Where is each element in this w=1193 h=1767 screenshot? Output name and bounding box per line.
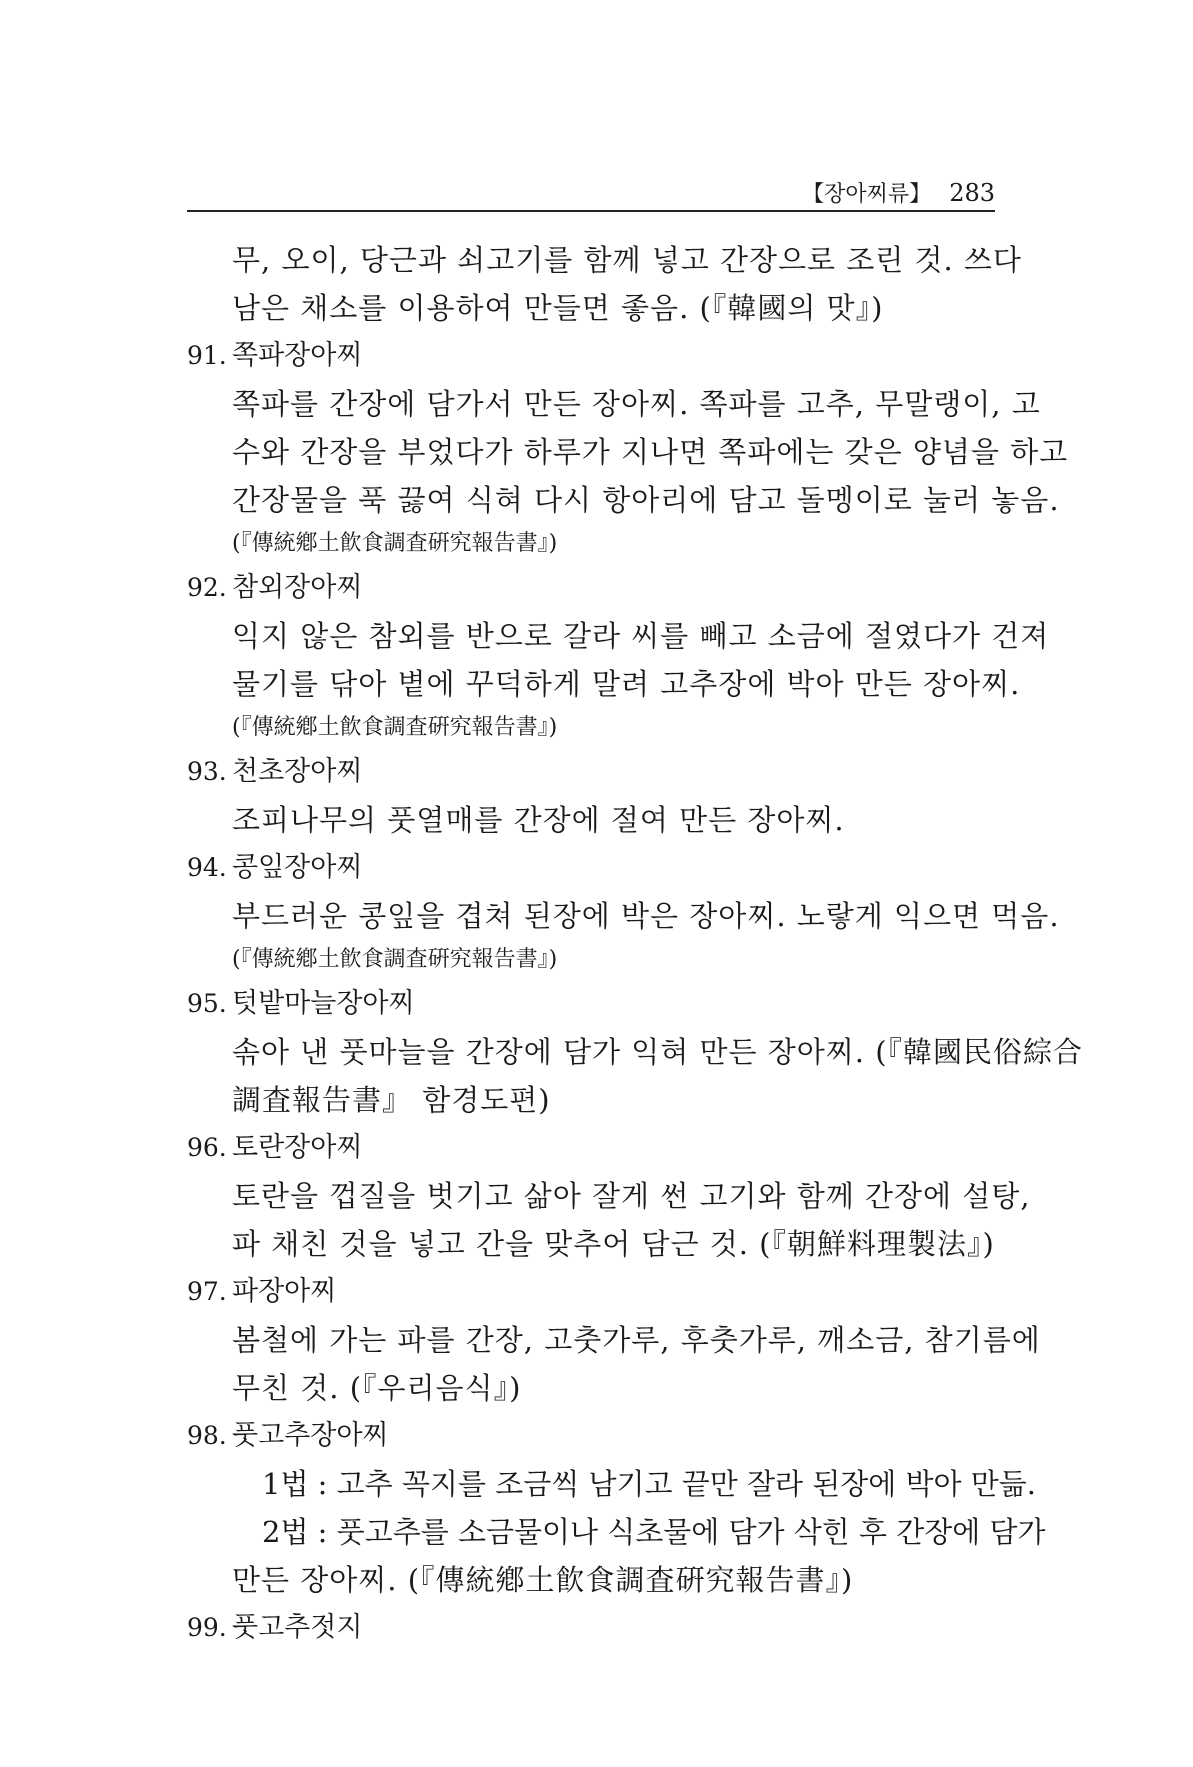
body-line: 수와 간장을 부었다가 하루가 지나면 쪽파에는 갖은 양념을 하고	[232, 435, 1069, 469]
body-line: 조피나무의 풋열매를 간장에 절여 만든 장아찌.	[232, 803, 845, 837]
page-content	[187, 236, 1084, 1652]
entry-number: 95.	[187, 989, 227, 1018]
body-line: 무친 것. (『우리음식』)	[232, 1371, 522, 1405]
body-line: 봄철에 가는 파를 간장, 고춧가루, 후춧가루, 깨소금, 참기름에	[232, 1323, 1041, 1357]
entry-number: 93.	[187, 757, 227, 786]
entry-title	[187, 1124, 995, 1172]
method-line: 1법 : 고추 꼭지를 조금씩 남기고 끝만 잘라 된장에 박아 만듦.	[262, 1467, 1036, 1501]
body-line: 무, 오이, 당근과 쇠고기를 함께 넣고 간장으로 조린 것. 쓰다	[232, 243, 1022, 277]
entry-number: 96.	[187, 1133, 227, 1162]
entry-name: 풋고추장아찌	[232, 1420, 389, 1451]
entry-name: 쪽파장아찌	[232, 340, 363, 371]
page-number: 283	[949, 179, 995, 207]
entry-number: 94.	[187, 853, 227, 882]
entry-title	[187, 564, 995, 612]
method-line: 2법 : 풋고추를 소금물이나 식초물에 담가 삭힌 후 간장에 담가	[262, 1515, 1046, 1549]
entry-name: 풋고추젓지	[232, 1612, 363, 1643]
entry-title	[187, 980, 995, 1028]
entry-number: 92.	[187, 573, 227, 602]
entry-title	[187, 844, 995, 892]
entry-name: 천초장아찌	[232, 756, 363, 787]
source-citation: (『傳統鄕土飮食調査硏究報告書』)	[232, 947, 558, 972]
body-line: 익지 않은 참외를 반으로 갈라 씨를 빼고 소금에 절였다가 건져	[232, 619, 1050, 653]
header-rule	[187, 210, 995, 212]
source-citation: (『傳統鄕土飮食調査硏究報告書』)	[232, 715, 558, 740]
entry-title	[187, 332, 995, 380]
entry-title	[187, 1268, 995, 1316]
body-line: 토란을 껍질을 벗기고 삶아 잘게 썬 고기와 함께 간장에 설탕,	[232, 1179, 1031, 1213]
body-line: 간장물을 푹 끓여 식혀 다시 항아리에 담고 돌멩이로 눌러 놓음.	[232, 483, 1060, 517]
entry-name: 토란장아찌	[232, 1132, 363, 1163]
body-line: 쪽파를 간장에 담가서 만든 장아찌. 쪽파를 고추, 무말랭이, 고	[232, 387, 1041, 421]
entry-name: 콩잎장아찌	[232, 852, 363, 883]
body-line: 부드러운 콩잎을 겹쳐 된장에 박은 장아찌. 노랗게 익으면 먹음.	[232, 899, 1060, 933]
entry-title	[187, 748, 995, 796]
entry-number: 99.	[187, 1613, 227, 1642]
source-citation: (『傳統鄕土飮食調査硏究報告書』)	[232, 531, 558, 556]
entry-number: 97.	[187, 1277, 227, 1306]
entry-title	[187, 1604, 995, 1652]
entry-title	[187, 1412, 995, 1460]
body-line: 솎아 낸 풋마늘을 간장에 담가 익혀 만든 장아찌. (『韓國民俗綜合	[232, 1035, 1084, 1069]
entry-number: 91.	[187, 341, 227, 370]
entry-name: 텃밭마늘장아찌	[232, 988, 415, 1019]
body-line: 파 채친 것을 넣고 간을 맞추어 담근 것. (『朝鮮料理製法』)	[232, 1227, 995, 1261]
entry-name: 파장아찌	[232, 1276, 337, 1307]
body-line: 물기를 닦아 볕에 꾸덕하게 말려 고추장에 박아 만든 장아찌.	[232, 667, 1021, 701]
section-label: 【장아찌류】	[802, 182, 932, 207]
running-header	[187, 176, 995, 210]
body-line: 만든 장아찌. (『傳統鄕土飮食調査硏究報告書』)	[232, 1563, 854, 1597]
body-line: 調査報告書』 함경도편)	[232, 1083, 551, 1117]
entry-name: 참외장아찌	[232, 572, 363, 603]
body-line: 남은 채소를 이용하여 만들면 좋음. (『韓國의 맛』)	[232, 291, 884, 325]
entry-number: 98.	[187, 1421, 227, 1450]
